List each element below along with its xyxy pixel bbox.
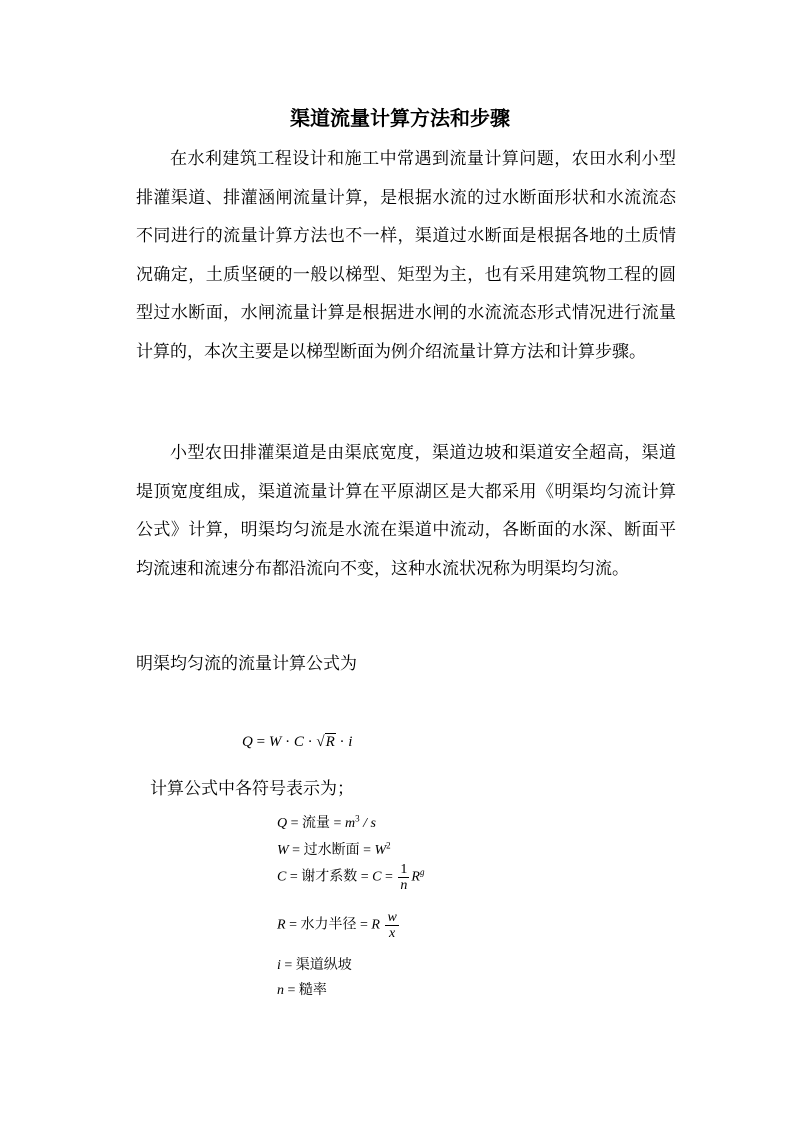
intro-paragraph: 在水利建筑工程设计和施工中常遇到流量计算问题，农田水利小型排灌渠道、排灌涵闸流量计算，是根据水流的过水断面形状和水流流态不同进行的流量计算方法也不一样，渠道过水断面是根据各地的土质情况确定，土质坚硬的一般以梯型、矩型为主，也有采用建筑物工程的圆型过水断面，水闸流量计算是根据进水闸的水流流态形式情况进行流量计算的，本次主要是以梯型断面为例介绍流量计算方法和计算步骤。 [136,149,676,362]
definition-n: n = 糙率 [277,982,327,998]
page-title: 渠道流量计算方法和步骤 [290,106,510,130]
formula-c: C [293,734,304,750]
sqrt-sign: √ [316,734,325,750]
formula-q: Q [242,734,253,750]
flow-formula: Q = W · C · √R · i [242,734,353,750]
definition-q: Q = 流量 = $m^3$ / s [277,813,376,831]
formula-i: i [348,734,353,750]
definition-r: R = 水力半径 = R $\frac{w}{x}$ [277,910,397,941]
definition-w: W = 过水断面 = $W^2$ [277,840,391,858]
fraction-1-over-n: $\frac{1}{n}$ [400,862,408,893]
definition-i: i = 渠道纵坡 [277,957,352,973]
definition-c: C = 谢才系数 = C = $\frac{1}{n}$ $R^g$ [277,862,425,893]
formula-w: W [268,734,282,750]
channel-paragraph: 小型农田排灌渠道是由渠底宽度，渠道边坡和渠道安全超高，渠道堤顶宽度组成，渠道流量计算在平原湖区是大都采用《明渠均匀流计算公式》计算，明渠均匀流是水流在渠道中流动，各断面的水深、断面平均流速和流速分布都沿流向不变，这种水流状况称为明渠均匀流。 [136,443,676,579]
formula-r: R [325,734,335,750]
symbols-intro: 计算公式中各符号表示为； [150,779,354,799]
formula-intro: 明渠均匀流的流量计算公式为 [136,654,357,674]
fraction-w-over-x: $\frac{w}{x}$ [387,910,397,941]
